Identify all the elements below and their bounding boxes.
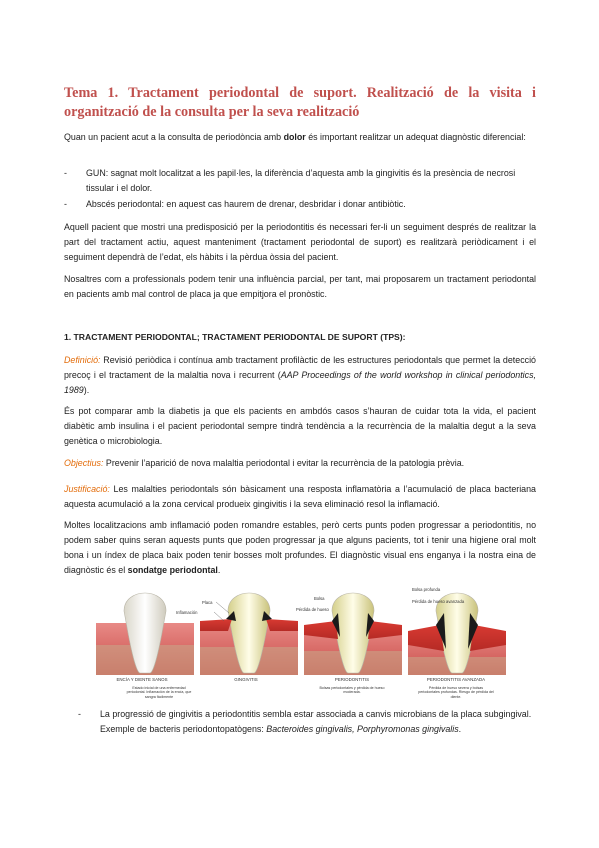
label-line [214,612,224,621]
paragraph-diabetis: És pot comparar amb la diabetis ja que els pacients en ambdós casos s’hauran de cuidar tota la vida, el pacient diabètic amb insulina i el pacient periodontal sempre tindrà tendència a la recurrència de la malaltia degut a la seva genètica o microbiologia. [64,406,536,446]
caption-sub-advanced: Pérdida de hueso severa y bolsas periodontales profundas. Riesgo de pérdida del diente. [418,686,494,699]
bullet-absces [64,197,536,212]
bullet-dash: - [64,168,67,178]
definition-reference: AAP Proceedings of the world workshop in clinical periodontics, 1989 [64,370,536,395]
caption-sub-gingivitis: Estado inicial de una enfermedad periodontal. Inflamación de la encía, que sangra fácilmente [126,686,192,699]
label-bone-loss: Pérdida de hueso [296,607,329,612]
caption-title: ENCÍA Y DIENTE SANOS [116,677,168,682]
bullet-dash: - [78,709,81,719]
bullet-gun [64,166,536,196]
definition-label: Definició: [64,355,101,365]
caption-title: GINGIVITIS [234,677,258,682]
label-plaque: Placa [202,600,213,605]
intro-paragraph [64,130,536,145]
objectives-label: Objectius: [64,458,104,468]
progression-end: . [458,724,462,734]
sondatge-text: Moltes localitzacions amb inflamació poden romandre estables, però certs punts poden progressar a periodontitis, no podem saber quins seran aquests punts que poden progressar ja que alguns pacients, tot i tenir una higiene oral molt bona i un índex de placa baix poden tenir bosses molt profundes. El diagnòstic visual ens enganya i la nostra eina de diagnòstic és el [64,520,536,575]
label-advanced-bone-loss: Pérdida de hueso avanzada [412,599,465,604]
panel-periodontitis [296,593,402,675]
bullet-text: GUN: sagnat molt localitzat a les papil·les, la diferència d’aquesta amb la gingivitis és la presència de necrosi tissular i el dolor. [86,168,516,193]
sondatge-bold: sondatge periodontal [127,565,218,575]
intro-text: Quan un pacient acut a la consulta de periodòncia amb [64,132,284,142]
intro-bold: dolor [283,132,306,142]
objectives-paragraph [64,456,536,471]
page-title: Tema 1. Tractament periodontal de suport. Realització de la visita i organització de la consulta per la seva realització [64,85,536,120]
periodontal-disease-figure [96,585,506,695]
label-pocket: Bolsa [314,596,325,601]
panel-advanced-periodontitis [408,587,506,675]
label-deep-pocket: Bolsa profunda [412,587,441,592]
justification-label: Justificació: [64,484,110,494]
bacteria-names: Bacteroides gingivalis, Porphyromonas gingivalis [266,724,459,734]
label-inflammation: Inflamación [176,610,198,615]
label-line [216,602,229,613]
definition-paragraph [64,353,536,398]
definition-end: ). [83,385,90,395]
bullet-progression [78,707,536,737]
bullet-dash: - [64,199,67,209]
paragraph-sondatge [64,518,536,578]
bullet-text: Abscés periodontal: en aquest cas haurem de drenar, desbridar i donar antibiòtic. [86,199,406,209]
caption-sub-periodontitis: Bolsas periodontales y pérdida de hueso moderada. [319,686,385,695]
progression-text: La progressió de gingivitis a periodontitis sembla estar associada a canvis microbians de la placa subgingival. Exemple de bacteris periodontopatògens: [100,709,532,734]
sondatge-end: . [217,565,221,575]
caption-title: PERIODONTITIS [334,677,370,682]
panel-gingivitis [176,593,298,675]
caption-title: PERIODONTITIS AVANZADA [426,677,486,682]
section-heading: 1. TRACTAMENT PERIODONTAL; TRACTAMENT PERIODONTAL DE SUPORT (TPS): [64,332,406,342]
justification-paragraph [64,482,536,512]
paragraph-manteniment: Aquell pacient que mostri una predisposició per la periodontitis és necessari fer-li un seguiment després de realitzar la part del tractament actiu, aquest manteniment (tractament periodontal de suport) es realitzarà periòdicament i el seguiment dependrà de l’edat, els hàbits i la pèrdua òssia del pacient. [64,222,536,262]
intro-text-end: és important realitzar un adequat diagnòstic diferencial: [305,132,526,142]
definition-text: Revisió periòdica i contínua amb tractament profilàctic de les estructures periodontals que permet la detecció precoç i el tractament de la malaltia nova i recurrent ( [64,355,536,380]
objectives-text: Prevenir l’aparició de nova malaltia periodontal i evitar la recurrència de la patologia prèvia. [103,458,465,468]
panel-healthy [96,593,194,675]
justification-text: Les malalties periodontals són bàsicament una resposta inflamatòria a l’acumulació de placa bacteriana aquesta acumulació a la zona cervical produeix gingivitis i la seva eliminació resol la inflamació. [64,484,536,509]
paragraph-professionals: Nosaltres com a professionals podem tenir una influència parcial, per tant, mai proposarem un tractament periodontal en pacients amb mal control de placa ja que empitjora el pronòstic. [64,274,536,299]
